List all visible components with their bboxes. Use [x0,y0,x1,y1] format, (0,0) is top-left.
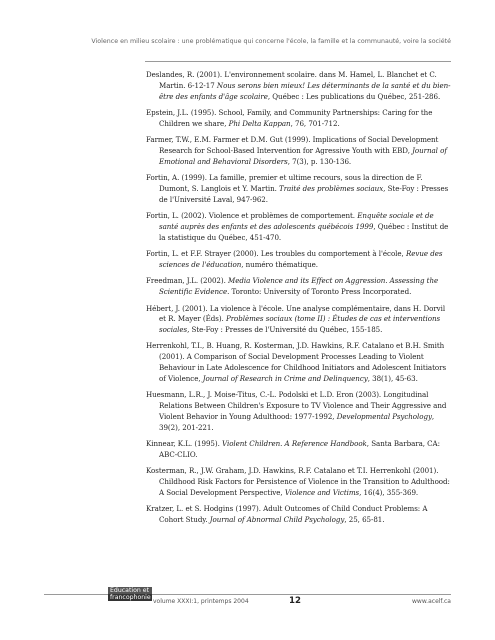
reference-title: Enquête sociale et de santé auprès des enfants et des adolescents québécois 1999 [159,211,434,231]
reference-text: Fortin, A. (1999). La famille, premier et ultime recours, sous la direction de F. Dumont, S. Langlois et Y. Martin. [146,173,423,193]
reference-title: Traité des problèmes sociaux [279,183,384,193]
reference-entry [146,390,452,433]
reference-title: Journal of Abnormal Child Psychology [209,515,345,525]
website-url: www.acelf.ca [412,598,451,605]
reference-text: Huesmann, L.R., J. Moise-Titus, C.-L. Podolski et L.D. Eron (2003). Longitudinal Relations Between Children's Exposure to TV Violence and Their Aggressive and Violent Behavior in Young Adulthood: 1977-1992, [146,390,447,421]
reference-entry [146,504,452,526]
reference-entry [146,276,452,298]
reference-text: Kinnear, K.L. (1995). [146,439,223,449]
reference-details: , 39(2), 201-221. [159,411,435,432]
reference-details: , Ste-Foy : Presses de l'Université du Québec, 155-185. [187,325,383,335]
issue-info: volume XXXI:1, printemps 2004 [153,598,249,605]
reference-title: Journal of Emotional and Behavioral Disorders [159,145,447,166]
reference-entry [146,304,452,336]
reference-text: Hébert, J. (2001). La violence à l'école. Une analyse complémentaire, dans H. Dorvil et R. Mayer (Éds). [146,303,446,324]
reference-details: , Québec : Institut de la statistique du Québec, 451-470. [159,221,449,242]
reference-text: Herrenkohl, T.I., B. Huang, R. Kosterman, J.D. Hawkins, R.F. Catalano et B.H. Smith (2001). A Comparison of Social Development Processes Leading to Violent Behaviour in Late Adolescence for Childhood Initiators and Adolescent Initiators of Violence, [146,341,447,383]
reference-entry [146,173,452,205]
reference-entry [146,466,452,498]
reference-title: Problèmes sociaux (tome II) : Études de cas et interventions sociales [159,314,441,335]
reference-title: Journal of Research in Crime and Delinquency [202,373,368,383]
reference-details: , 76, 701-712. [290,118,340,128]
reference-text: Freedman, J.L. (2002). [146,276,229,286]
reference-title: Violent Children. A Reference Handbook [222,439,367,449]
reference-entry [146,249,452,271]
reference-title: Phi Delta Kappan [228,118,291,128]
footer-divider [44,594,451,595]
reference-details: , 25, 65-81. [344,515,385,525]
running-header: Violence en milieu scolaire : une problématique qui concerne l'école, la famille et la communauté, voire la société [91,38,451,45]
reference-title: Developmental Psychology [336,411,432,421]
reference-details: , Québec : Les publications du Québec, 251-286. [267,91,441,101]
reference-details: , 38(1), 45-63. [367,373,418,383]
reference-text: Fortin, L. (2002). Violence et problèmes de comportement. [146,211,358,221]
publication-logo [108,587,152,601]
reference-details: , 16(4), 355-369. [359,487,419,497]
reference-details: , Santa Barbara, CA: ABC-CLIO. [159,439,440,459]
reference-details: , numéro thématique. [241,259,318,269]
reference-list [146,70,452,531]
reference-entry [146,70,452,102]
reference-details: , Ste-Foy : Presses de l'Université Laval, 947-962. [159,183,449,204]
page-number: 12 [289,596,301,606]
reference-title: Nous serons bien mieux! Les déterminants de la santé et du bien-être des enfants d'âge scolaire [159,80,451,101]
reference-details: , 7(3), p. 130-136. [287,156,352,166]
reference-entry [146,211,452,243]
reference-text: Fortin, L. et F.F. Strayer (2000). Les troubles du comportement à l'école, [146,249,406,259]
logo-line-2: francophonie [110,594,151,601]
reference-entry [146,135,452,167]
reference-entry [146,439,452,461]
reference-title: Media Violence and its Effect on Aggression. Assessing the Scientific Evidence [159,276,439,297]
reference-text: Kratzer, L. et S. Hodgins (1997). Adult Outcomes of Child Conduct Problems: A Cohort Study. [146,504,428,525]
reference-title: Violence and Victims [284,487,360,497]
reference-title: Revue des sciences de l'éducation [159,249,443,269]
reference-entry [146,341,452,384]
logo-line-1: Éducation et [108,587,152,594]
reference-text: Epstein, J.L. (1995). School, Family, and Community Partnerships: Caring for the Children we share, [146,107,433,128]
header-divider [145,61,451,62]
reference-text: Deslandes, R. (2001). L'environnement scolaire. dans M. Hamel, L. Blanchet et C. Martin. 6-12-17 [146,70,437,90]
reference-text: Farmer, T.W., E.M. Farmer et D.M. Gut (1999). Implications of Social Development Research for School-Based Intervention for Agressive Youth with EBD, [146,135,439,155]
reference-text: Kosterman, R., J.W. Graham, J.D. Hawkins, R.F. Catalano et T.I. Herrenkohl (2001). Childhood Risk Factors for Persistence of Violence in the Transition to Adulthood: A Social Development Perspective, [146,466,450,497]
reference-details: . Toronto: University of Toronto Press Incorporated. [227,287,412,297]
reference-entry [146,108,452,130]
